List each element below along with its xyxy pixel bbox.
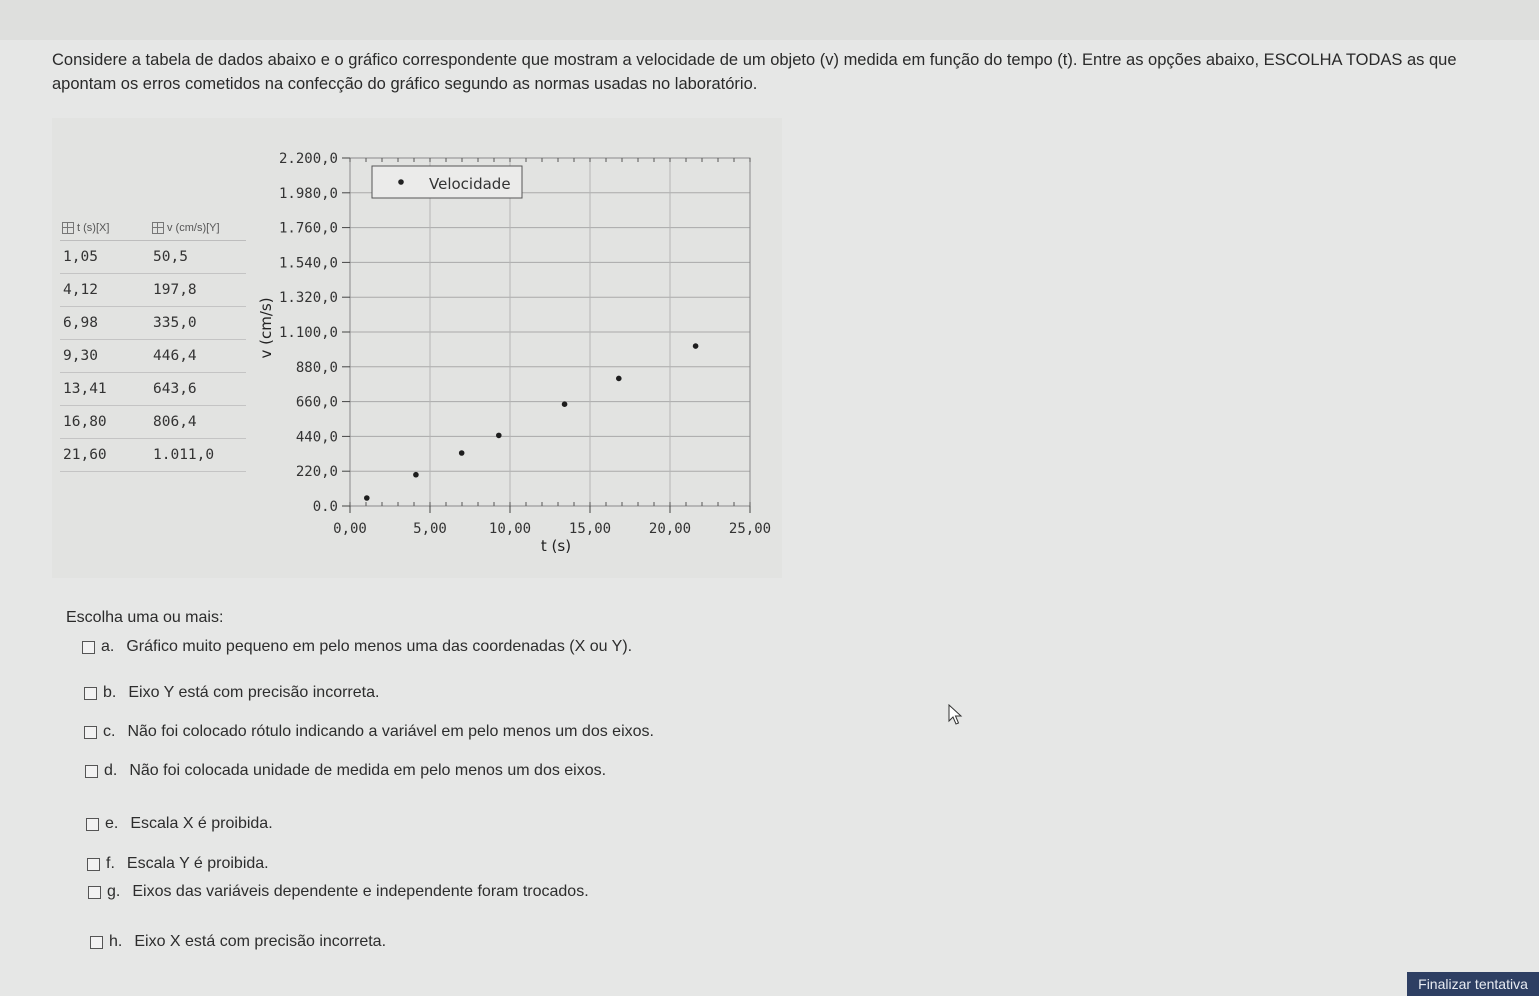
x-tick-label: 20,00 (648, 521, 692, 537)
data-point (616, 376, 622, 382)
y-tick-label: 1.760,0 (278, 220, 338, 237)
cell-t: 13,41 (63, 381, 107, 397)
data-point (496, 433, 502, 439)
option-text: Escala X é proibida. (130, 815, 273, 832)
legend-label: Velocidade (429, 175, 511, 193)
mouse-cursor-icon (948, 704, 964, 726)
option-checkbox[interactable] (84, 687, 97, 700)
option-checkbox[interactable] (82, 641, 95, 654)
y-tick-label: 660,0 (295, 394, 338, 411)
cell-v: 197,8 (153, 282, 197, 298)
y-axis-label: v (cm/s) (257, 297, 275, 359)
y-tick-label: 1.100,0 (278, 325, 338, 341)
option-letter: b. (103, 684, 117, 701)
option-checkbox[interactable] (88, 886, 101, 899)
column-grid-icon (152, 222, 164, 234)
option-checkbox[interactable] (86, 818, 99, 831)
option-text: Eixo X está com precisão incorreta. (134, 933, 387, 950)
x-tick-label: 25,00 (728, 521, 772, 537)
y-tick-label: 1.320,0 (278, 290, 338, 307)
column-grid-icon (62, 222, 74, 234)
table-row (60, 439, 246, 472)
y-tick-label: 440,0 (295, 429, 338, 446)
data-table (60, 216, 246, 472)
chart-grid (350, 158, 750, 506)
option-text: Eixos das variáveis dependente e independente foram trocados. (132, 883, 589, 900)
option-text: Não foi colocada unidade de medida em pelo menos um dos eixos. (129, 762, 607, 779)
question-text: Considere a tabela de dados abaixo e o gráfico correspondente que mostram a velocidade de um objeto (v) medida em função do tempo (t). Entre as opções abaixo, ESCOLHA TODAS as que apontam os erros cometidos na confecção do gráfico segundo as normas usadas no laboratório. (52, 51, 1457, 93)
y-tick-label: 880,0 (295, 359, 338, 376)
choose-label: Escolha uma ou mais: (66, 609, 224, 626)
cell-t: 16,80 (63, 414, 107, 430)
cell-v: 1.011,0 (153, 447, 215, 463)
option-text: Escala Y é proibida. (126, 855, 269, 872)
x-axis-ticks (333, 158, 771, 537)
option-checkbox[interactable] (90, 936, 103, 949)
data-point (693, 343, 699, 349)
column-header-v[interactable]: v (cm/s)[Y] (152, 222, 244, 234)
option-b[interactable] (84, 684, 379, 702)
option-letter: e. (105, 815, 119, 832)
x-tick-label: 5,00 (413, 521, 447, 537)
y-tick-label: 1.980,0 (278, 185, 338, 202)
option-a[interactable] (82, 638, 632, 656)
option-letter: d. (104, 762, 118, 779)
table-row (60, 307, 246, 340)
option-f[interactable] (87, 855, 269, 873)
top-bar (0, 0, 1539, 40)
finish-attempt-button[interactable]: Finalizar tentativa (1407, 972, 1539, 996)
cell-v: 335,0 (153, 315, 197, 331)
cell-t: 4,12 (63, 282, 98, 298)
cell-t: 6,98 (63, 315, 98, 331)
chart-legend (372, 166, 522, 198)
option-text: Gráfico muito pequeno em pelo menos uma das coordenadas (X ou Y). (126, 638, 633, 655)
cell-t: 1,05 (63, 249, 98, 265)
option-letter: a. (101, 638, 115, 655)
option-e[interactable] (86, 815, 273, 833)
table-row (60, 274, 246, 307)
cell-v: 446,4 (153, 348, 197, 364)
data-point (413, 472, 419, 478)
option-g[interactable] (88, 883, 589, 901)
table-header (60, 216, 246, 241)
option-text: Eixo Y está com precisão incorreta. (128, 684, 380, 701)
option-h[interactable] (90, 933, 386, 951)
option-d[interactable] (85, 762, 606, 780)
x-tick-label: 10,00 (488, 521, 532, 537)
data-point (459, 450, 465, 456)
option-text: Não foi colocado rótulo indicando a variável em pelo menos um dos eixos. (127, 723, 654, 740)
option-c[interactable] (84, 723, 654, 741)
column-header-t[interactable]: t (s)[X] (60, 222, 152, 234)
x-tick-label: 0,00 (333, 521, 367, 537)
cell-t: 9,30 (63, 348, 98, 364)
option-checkbox[interactable] (87, 858, 100, 871)
table-row (60, 406, 246, 439)
velocity-chart (254, 128, 784, 568)
option-letter: g. (107, 883, 121, 900)
y-tick-label: 0.0 (312, 499, 338, 515)
x-axis-label: t (s) (540, 537, 572, 555)
option-checkbox[interactable] (84, 726, 97, 739)
cell-v: 806,4 (153, 414, 197, 430)
y-tick-label: 2.200,0 (278, 151, 338, 167)
y-axis-ticks (279, 151, 350, 515)
y-tick-label: 1.540,0 (278, 255, 338, 272)
cell-t: 21,60 (63, 447, 107, 463)
x-tick-label: 15,00 (568, 521, 612, 537)
table-row (60, 340, 246, 373)
legend-marker (398, 179, 404, 185)
data-point (364, 495, 370, 501)
data-point (562, 401, 568, 407)
option-letter: c. (103, 723, 116, 740)
y-tick-label: 220,0 (295, 464, 338, 481)
option-checkbox[interactable] (85, 765, 98, 778)
cell-v: 643,6 (153, 381, 197, 397)
table-row (60, 373, 246, 406)
option-letter: h. (109, 933, 123, 950)
cell-v: 50,5 (153, 249, 188, 265)
option-letter: f. (106, 855, 115, 872)
table-row (60, 241, 246, 274)
